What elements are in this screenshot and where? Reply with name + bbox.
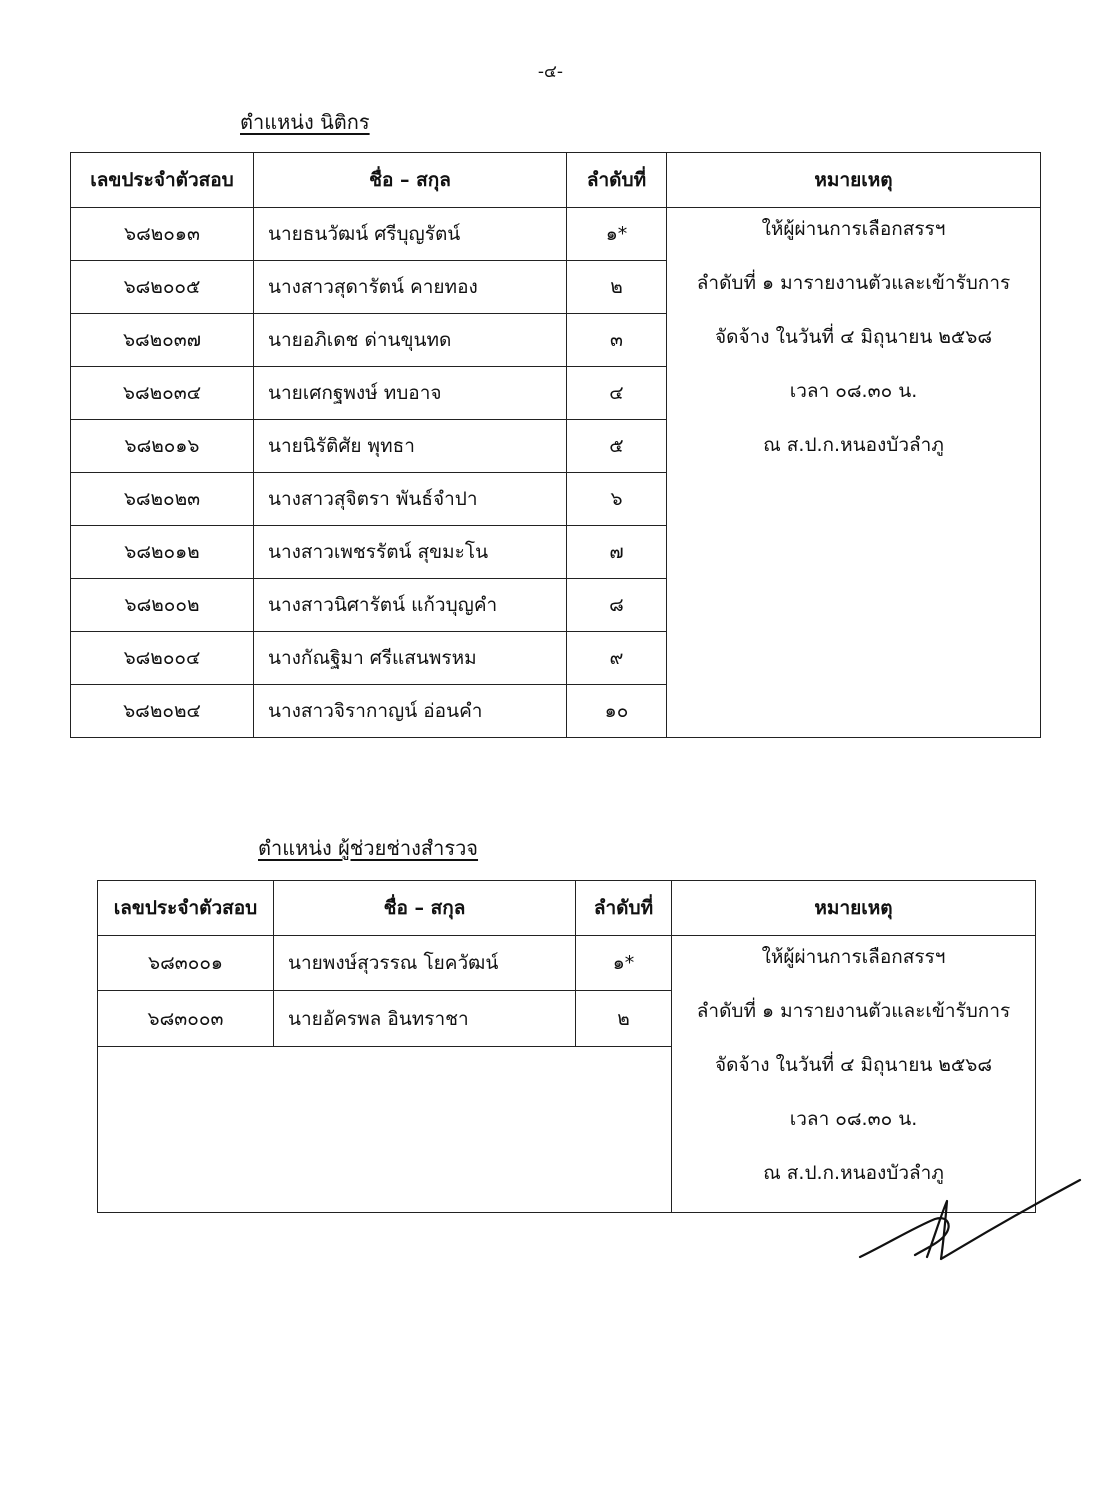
header-name: ชื่อ – สกุล <box>274 881 576 936</box>
remark-cell <box>672 936 1036 1213</box>
header-rank: ลำดับที่ <box>576 881 672 936</box>
name-cell: นายอภิเดช ด่านขุนทด <box>254 314 567 367</box>
rank-cell: ๗ <box>567 526 667 579</box>
remark-line: เวลา ๐๘.๓๐ น. <box>789 1108 918 1130</box>
rank-cell: ๔ <box>567 367 667 420</box>
exam-id-cell: ๖๘๓๐๐๑ <box>98 936 274 991</box>
rank-cell: ๑* <box>567 208 667 261</box>
section-title-survey-assistant: ตำแหน่ง ผู้ช่วยช่างสำรวจ <box>258 836 479 860</box>
section-title-legal-officer: ตำแหน่ง นิติกร <box>240 110 370 134</box>
exam-id-cell: ๖๘๒๐๓๗ <box>71 314 254 367</box>
header-exam-id: เลขประจำตัวสอบ <box>98 881 274 936</box>
table-row <box>71 208 1041 261</box>
remark-line: ลำดับที่ ๑ มารายงานตัวและเข้ารับการ <box>696 1000 1011 1022</box>
header-exam-id: เลขประจำตัวสอบ <box>71 153 254 208</box>
legal-officer-table <box>70 152 1041 738</box>
exam-id-cell: ๖๘๒๐๑๓ <box>71 208 254 261</box>
exam-id-cell: ๖๘๒๐๒๓ <box>71 473 254 526</box>
table-header-row <box>98 881 1036 936</box>
name-cell: นายนิรัติศัย พุทธา <box>254 420 567 473</box>
name-cell: นางสาวจิรากาญน์ อ่อนคำ <box>254 685 567 738</box>
survey-assistant-table <box>97 880 1036 1213</box>
signature <box>855 1175 1085 1270</box>
name-cell: นางสาวสุดารัตน์ คายทอง <box>254 261 567 314</box>
rank-cell: ๘ <box>567 579 667 632</box>
exam-id-cell: ๖๘๒๐๐๕ <box>71 261 254 314</box>
table-header-row <box>71 153 1041 208</box>
name-cell: นายธนวัฒน์ ศรีบุญรัตน์ <box>254 208 567 261</box>
name-cell: นางสาวเพชรรัตน์ สุขมะโน <box>254 526 567 579</box>
rank-cell: ๒ <box>567 261 667 314</box>
exam-id-cell: ๖๘๓๐๐๓ <box>98 991 274 1046</box>
exam-id-cell: ๖๘๒๐๐๔ <box>71 632 254 685</box>
exam-id-cell: ๖๘๒๐๐๒ <box>71 579 254 632</box>
rank-cell: ๓ <box>567 314 667 367</box>
rank-cell: ๑* <box>576 936 672 991</box>
remark-line: ณ ส.ป.ก.หนองบัวลำภู <box>763 1162 944 1184</box>
rank-cell: ๙ <box>567 632 667 685</box>
header-remark: หมายเหตุ <box>672 881 1036 936</box>
name-cell: นางสาวสุจิตรา พันธ์จำปา <box>254 473 567 526</box>
remark-line: จัดจ้าง ในวันที่ ๔ มิถุนายน ๒๕๖๘ <box>715 326 992 348</box>
header-name: ชื่อ – สกุล <box>254 153 567 208</box>
name-cell: นายพงษ์สุวรรณ โยควัฒน์ <box>274 936 576 991</box>
remark-line: เวลา ๐๘.๓๐ น. <box>789 380 918 402</box>
exam-id-cell: ๖๘๒๐๓๔ <box>71 367 254 420</box>
header-remark: หมายเหตุ <box>667 153 1041 208</box>
rank-cell: ๒ <box>576 991 672 1046</box>
name-cell: นางสาวนิศารัตน์ แก้วบุญคำ <box>254 579 567 632</box>
remark-cell <box>667 208 1041 738</box>
name-cell: นายอัครพล อินทราชา <box>274 991 576 1046</box>
remark-line: จัดจ้าง ในวันที่ ๔ มิถุนายน ๒๕๖๘ <box>715 1054 992 1076</box>
name-cell: นางกัณฐิมา ศรีแสนพรหม <box>254 632 567 685</box>
exam-id-cell: ๖๘๒๐๑๒ <box>71 526 254 579</box>
remark-line: ณ ส.ป.ก.หนองบัวลำภู <box>763 434 944 456</box>
name-cell: นายเศกฐพงษ์ ทบอาจ <box>254 367 567 420</box>
exam-id-cell: ๖๘๒๐๒๔ <box>71 685 254 738</box>
rank-cell: ๑๐ <box>567 685 667 738</box>
page-number: -๔- <box>537 62 564 82</box>
empty-cell <box>98 1046 672 1212</box>
header-rank: ลำดับที่ <box>567 153 667 208</box>
remark-line: ลำดับที่ ๑ มารายงานตัวและเข้ารับการ <box>696 272 1011 294</box>
exam-id-cell: ๖๘๒๐๑๖ <box>71 420 254 473</box>
rank-cell: ๕ <box>567 420 667 473</box>
table-row <box>98 936 1036 991</box>
remark-line: ให้ผู้ผ่านการเลือกสรรฯ <box>761 218 946 240</box>
rank-cell: ๖ <box>567 473 667 526</box>
remark-line: ให้ผู้ผ่านการเลือกสรรฯ <box>761 946 946 968</box>
